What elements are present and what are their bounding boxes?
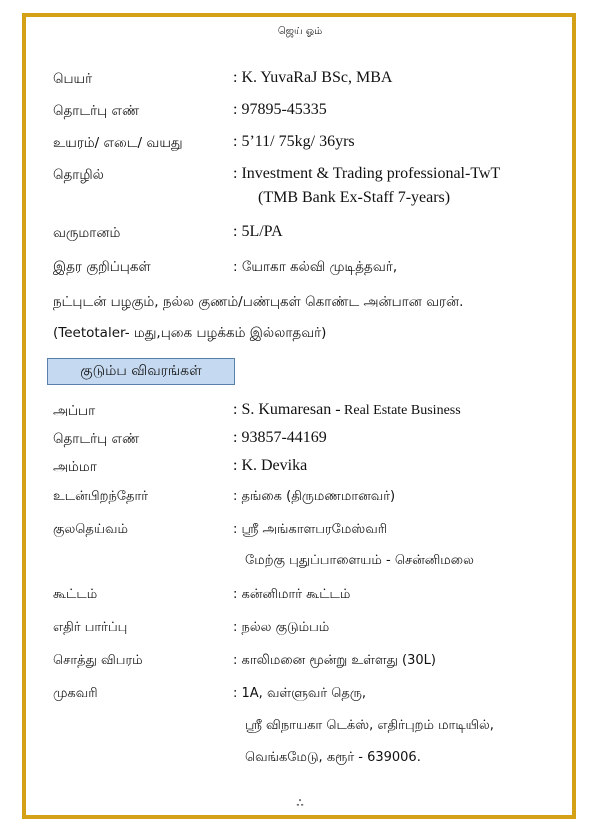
family-contact-value: : 93857-44169 (233, 429, 327, 446)
name-label: பெயர் (53, 71, 93, 87)
property-label: சொத்து விபரம் (53, 653, 143, 668)
income-label: வருமானம் (53, 225, 121, 241)
invocation-header: ஜெய் ஓம் (277, 26, 323, 37)
siblings-value: : தங்கை (திருமணமானவர்) (233, 489, 396, 504)
father-value (233, 401, 461, 419)
contact-value: : 97895-45335 (233, 101, 327, 118)
expectation-value: : நல்ல குடும்பம் (233, 620, 330, 635)
contact-label: தொடர்பு எண் (53, 103, 140, 119)
family-section-header (47, 358, 235, 385)
mother-value: : K. Devika (233, 457, 308, 474)
physical-value: : 5’11/ 75kg/ 36yrs (233, 133, 355, 150)
kuladeivam-place: மேற்கு புதுப்பாளையம் - சென்னிமலை (245, 553, 474, 568)
property-value: : காலிமனை மூன்று உள்ளது (30L) (233, 653, 436, 668)
other-notes-label: இதர குறிப்புகள் (53, 259, 151, 275)
father-label: அப்பா (53, 403, 96, 419)
physical-label: உயரம்/ எடை/ வயது (53, 135, 183, 151)
name-value: : K. YuvaRaJ BSc, MBA (233, 69, 393, 86)
occupation-value-line2: (TMB Bank Ex-Staff 7-years) (258, 189, 451, 206)
footer-symbol: ஃ (296, 799, 304, 809)
address-line1: : 1A, வள்ளுவர் தெரு, (233, 686, 367, 701)
character-note: நட்புடன் பழகும், நல்ல குணம்/பண்புகள் கொண்ட அன்பான வரன். (53, 294, 464, 310)
income-value: : 5L/PA (233, 223, 283, 240)
occupation-label: தொழில் (53, 167, 104, 183)
family-section-title: குடும்ப விவரங்கள் (80, 363, 202, 379)
mother-label: அம்மா (53, 459, 97, 475)
other-notes-value: : யோகா கல்வி முடித்தவர், (233, 259, 398, 275)
kuladeivam-label: குலதெய்வம் (53, 522, 128, 537)
father-occupation: Real Estate Business (340, 403, 461, 418)
teetotaler-note: (Teetotaler- மது,புகை பழக்கம் இல்லாதவர்) (53, 325, 327, 341)
occupation-value: : Investment & Trading professional-TwT (233, 165, 501, 182)
address-line2: ஸ்ரீ விநாயகா டெக்ஸ், எதிர்புறம் மாடியில், (245, 718, 494, 733)
kuladeivam-value: : ஸ்ரீ அங்காளபரமேஸ்வரி (233, 522, 388, 537)
koottam-label: கூட்டம் (53, 587, 98, 602)
expectation-label: எதிர் பார்ப்பு (53, 620, 128, 635)
siblings-label: உடன்பிறந்தோர் (53, 489, 149, 504)
family-contact-label: தொடர்பு எண் (53, 431, 140, 447)
address-line3: வெங்கமேடு, கரூர் - 639006. (245, 750, 421, 765)
father-name: : S. Kumaresan - (233, 401, 341, 418)
address-label: முகவரி (53, 686, 98, 701)
koottam-value: : கன்னிமார் கூட்டம் (233, 587, 351, 602)
